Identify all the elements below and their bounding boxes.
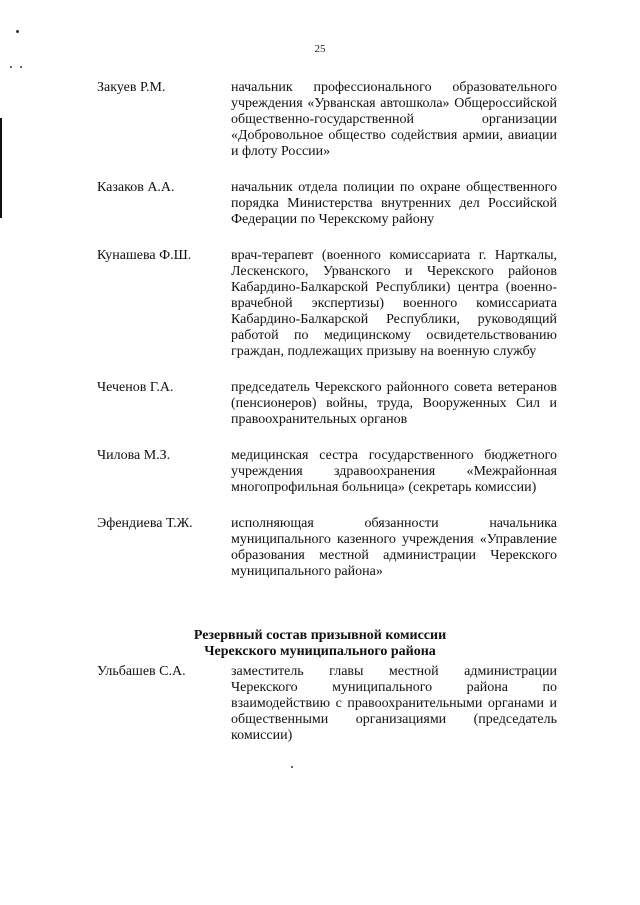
scan-artifact-dot xyxy=(16,30,19,33)
member-entry xyxy=(97,248,557,360)
member-name: Казаков А.А. xyxy=(97,180,175,195)
scan-artifact-dot xyxy=(291,766,293,768)
commission-member-list xyxy=(97,80,557,600)
scan-edge-mark xyxy=(0,118,2,218)
member-name: Кунашева Ф.Ш. xyxy=(97,248,192,263)
member-name: Чеченов Г.А. xyxy=(97,380,174,395)
member-position: начальник отдела полиции по охране общественного порядка Министерства внутренних дел Российской Федерации по Черекскому району xyxy=(231,180,557,227)
scan-artifact-dot xyxy=(10,66,12,68)
page-number: 25 xyxy=(314,43,326,55)
reserve-title-line-2: Черекского муниципального района xyxy=(204,644,436,659)
member-entry xyxy=(97,664,557,744)
member-entry xyxy=(97,80,557,160)
reserve-title-line-1: Резервный состав призывной комиссии xyxy=(193,628,447,643)
member-entry xyxy=(97,448,557,496)
member-position: председатель Черекского районного совета ветеранов (пенсионеров) войны, труда, Вооруженных Сил и правоохранительных органов xyxy=(231,380,557,427)
scan-artifact-dot xyxy=(20,66,22,68)
member-name: Чилова М.З. xyxy=(97,448,171,463)
member-position: исполняющая обязанности начальника муниципального казенного учреждения «Управление образования местной администрации Черекского муниципального района» xyxy=(231,516,557,579)
member-name: Эфендиева Т.Ж. xyxy=(97,516,193,531)
member-entry xyxy=(97,380,557,428)
member-position: медицинская сестра государственного бюджетного учреждения здравоохранения «Межрайонная многопрофильная больница» (секретарь комиссии) xyxy=(231,448,557,495)
member-entry xyxy=(97,516,557,580)
reserve-member-list xyxy=(97,664,557,764)
reserve-section-title xyxy=(0,628,640,660)
member-name: Ульбашев С.А. xyxy=(97,664,186,679)
member-entry xyxy=(97,180,557,228)
member-position: заместитель главы местной администрации Черекского муниципального района по взаимодействию с правоохранительными органами и общественными организациями (председатель комиссии) xyxy=(231,664,557,743)
member-name: Закуев Р.М. xyxy=(97,80,166,95)
member-position: врач-терапевт (военного комиссариата г. Нарткалы, Лескенского, Урванского и Черекского районов Кабардино-Балкарской Республики) центра (военно-врачебной экспертизы) военного комиссариата Кабардино-Балкарской Республики, руководящий работой по медицинскому освидетельствованию граждан, подлежащих призыву на военную службу xyxy=(231,248,557,359)
member-position: начальник профессионального образовательного учреждения «Урванская автошкола» Общероссийской общественно-государственной организации «Добровольное общество содействия армии, авиации и флоту России» xyxy=(231,80,557,159)
